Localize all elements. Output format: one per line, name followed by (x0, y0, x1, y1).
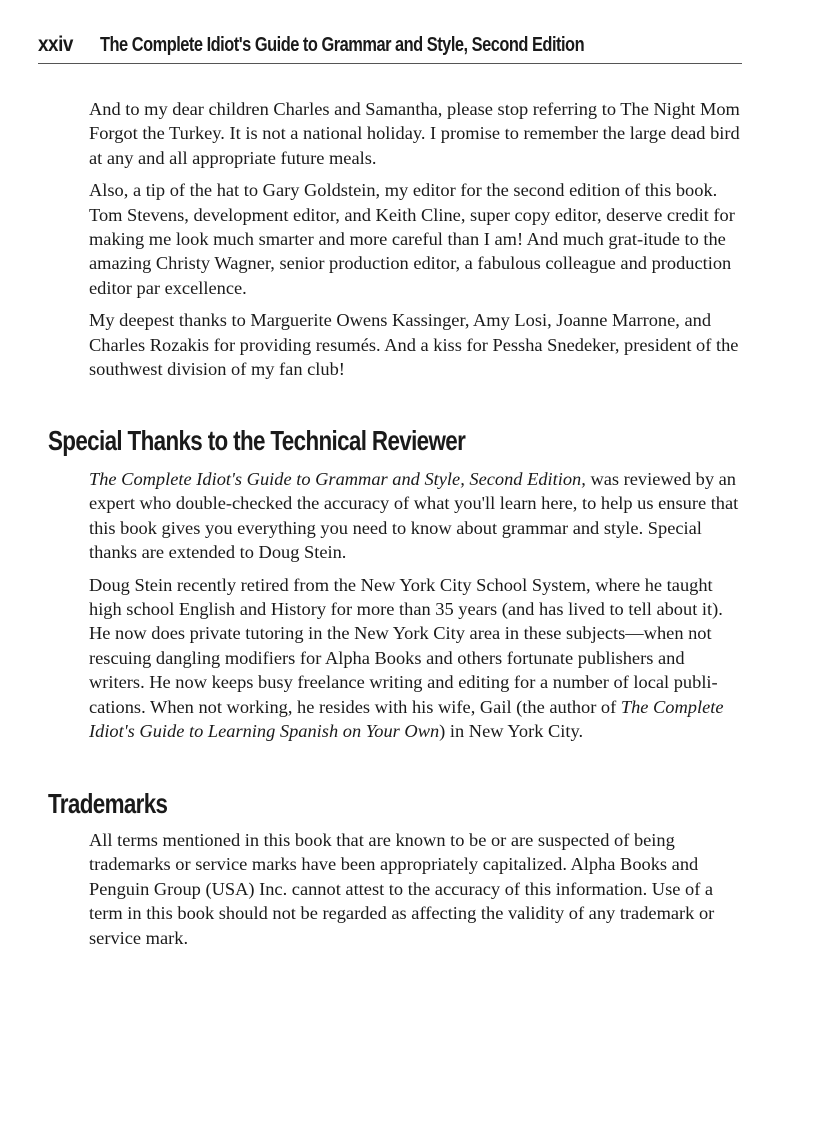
reviewer-paragraph-1-text: was reviewed by an expert who double-checked the accuracy of what you'll learn here, to help us ensure that this book gives you everything you need to know about grammar and style. Special thanks are extended to Doug Stein. (89, 469, 739, 563)
spanish-book-title-italic: The Complete Idiot's Guide to Learning Spanish on Your Own (89, 696, 724, 742)
trademarks-paragraph: All terms mentioned in this book that are known to be or are suspected of being trademarks or service marks have been appropriately capitalized. Alpha Books and Penguin Group (USA) Inc. cannot attest to the accuracy of this information. Use of a term in this book should not be regarded as affecting the validity of any trademark or service mark. (89, 830, 715, 948)
running-header (38, 33, 742, 64)
reviewer-paragraph-1 (89, 467, 742, 565)
technical-reviewer-heading: Special Thanks to the Technical Reviewer (48, 425, 466, 456)
trademarks-heading: Trademarks (48, 788, 168, 819)
intro-paragraph-2: Also, a tip of the hat to Gary Goldstein, my editor for the second edition of this book. Tom Stevens, development editor, and Keith Cline, super copy editor, deserve credit for making me look much smarter and more careful than I am! And much grat-itude to the amazing Christy Wagner, senior production editor, a fabulous colleague and production editor par excellence. (89, 180, 735, 298)
page-number: xxiv (38, 33, 73, 56)
intro-paragraph-3: My deepest thanks to Marguerite Owens Kassinger, Amy Losi, Joanne Marrone, and Charles Rozakis for providing resumés. And a kiss for Pessha Snedeker, president of the southwest division of my fan club! (89, 310, 739, 380)
book-title: The Complete Idiot's Guide to Grammar and Style, Second Edition (100, 34, 585, 56)
reviewer-paragraph-2-text: Doug Stein recently retired from the New York City School System, where he taught high school English and History for more than 35 years (and has lived to tell about it). He now does private tutoring in the New York City area in these subjects—when not rescuing dangling modifiers for Alpha Books and others fortunate publishers and writers. He now keeps busy freelance writing and editing for a number of local publi-cations. When not working, he resides with his wife, Gail (the author of (89, 574, 723, 717)
intro-section (89, 97, 742, 389)
intro-paragraph-1: And to my dear children Charles and Samantha, please stop referring to The Night Mom Forgot the Turkey. It is not a national holiday. I promise to remember the large dead bird at any and all appropriate future meals. (89, 99, 740, 168)
reviewer-paragraph-2-end: ) in New York City. (439, 721, 584, 742)
technical-reviewer-section (89, 467, 742, 751)
trademarks-section (89, 828, 742, 958)
book-title-italic: The Complete Idiot's Guide to Grammar and Style, Second Edition, (89, 469, 586, 489)
reviewer-paragraph-2 (89, 573, 742, 744)
